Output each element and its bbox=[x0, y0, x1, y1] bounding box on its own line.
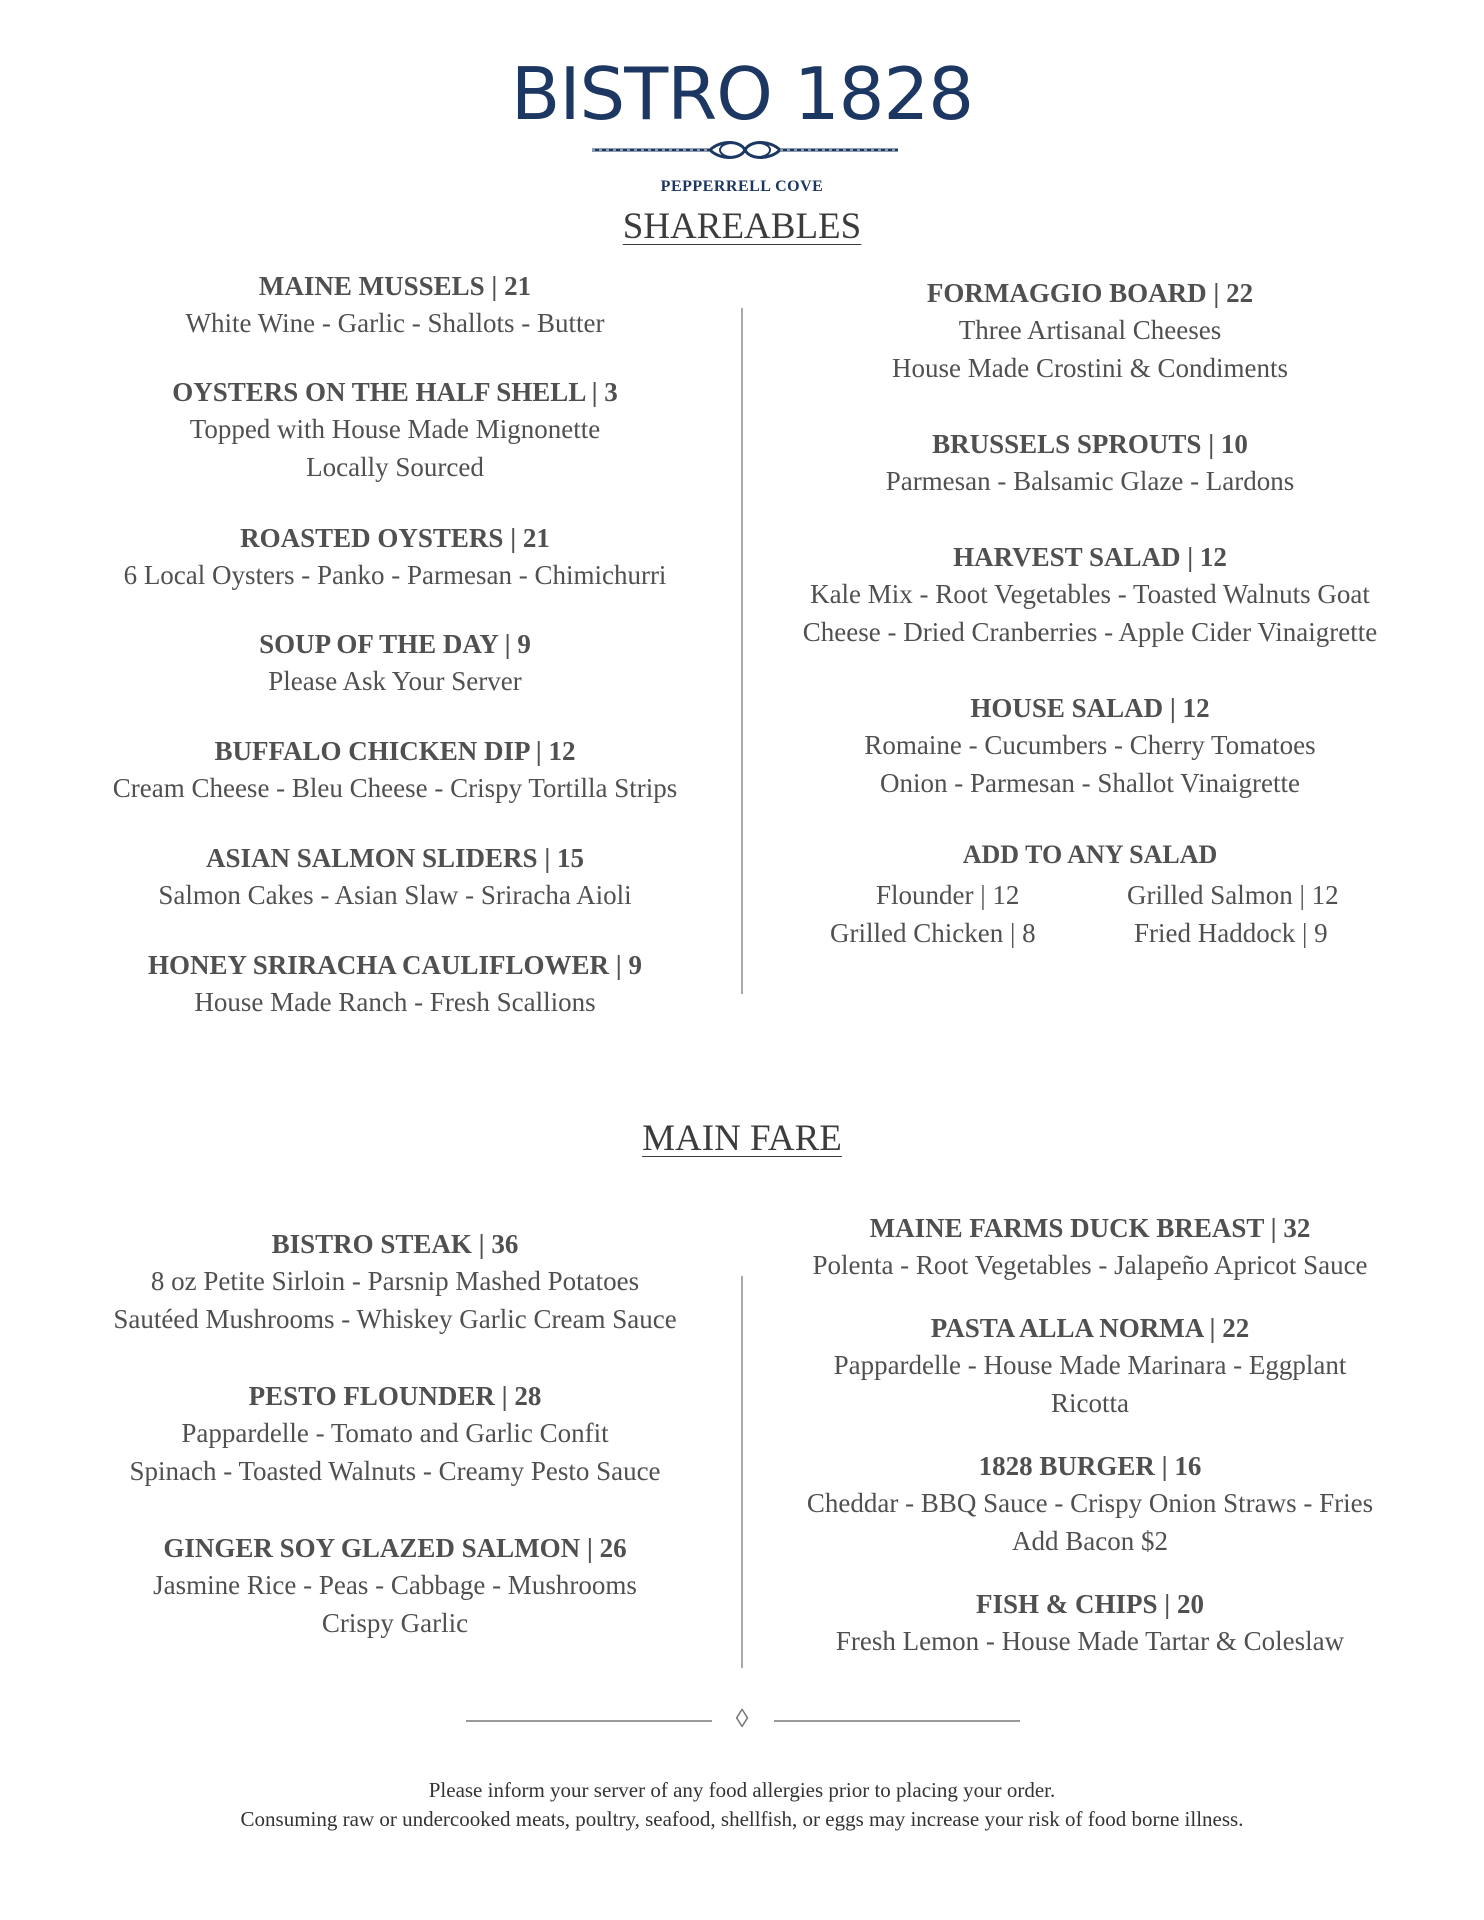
menu-item-description: Spinach - Toasted Walnuts - Creamy Pesto Sauce bbox=[129, 1456, 661, 1486]
menu-item bbox=[770, 1210, 1410, 1284]
menu-item bbox=[80, 268, 710, 342]
menu-item-name: MAINE FARMS DUCK BREAST | 32 bbox=[869, 1213, 1311, 1243]
addon-fried-haddock: Fried Haddock | 9 bbox=[1134, 918, 1328, 948]
menu-item-description: Pappardelle - House Made Marinara - Eggplant bbox=[833, 1350, 1347, 1380]
menu-item-description: Pappardelle - Tomato and Garlic Confit bbox=[181, 1418, 609, 1448]
menu-item-description: Please Ask Your Server bbox=[268, 666, 522, 696]
menu-item-description: Sautéed Mushrooms - Whiskey Garlic Cream Sauce bbox=[113, 1304, 677, 1334]
menu-item bbox=[80, 520, 710, 594]
menu-item bbox=[80, 1530, 710, 1642]
raw-food-warning: Consuming raw or undercooked meats, poultry, seafood, shellfish, or eggs may increase your risk of food borne illness. bbox=[240, 1807, 1244, 1831]
menu-item-description: Fresh Lemon - House Made Tartar & Coleslaw bbox=[835, 1626, 1345, 1656]
menu-item-description: Polenta - Root Vegetables - Jalapeño Apricot Sauce bbox=[812, 1250, 1368, 1280]
rope-knot-icon bbox=[590, 138, 900, 162]
menu-item-description: House Made Ranch - Fresh Scallions bbox=[194, 987, 596, 1017]
menu-item-description: Cheddar - BBQ Sauce - Crispy Onion Straws - Fries bbox=[806, 1488, 1374, 1518]
menu-item-description: Parmesan - Balsamic Glaze - Lardons bbox=[885, 466, 1295, 496]
menu-item-description: Cream Cheese - Bleu Cheese - Crispy Tortilla Strips bbox=[112, 773, 678, 803]
menu-item-name: FISH & CHIPS | 20 bbox=[976, 1589, 1204, 1619]
menu-item-description: Ricotta bbox=[1051, 1388, 1129, 1418]
menu-item-name: HOUSE SALAD | 12 bbox=[970, 693, 1210, 723]
menu-item bbox=[80, 947, 710, 1021]
menu-item bbox=[770, 275, 1410, 387]
menu-item bbox=[80, 626, 710, 700]
menu-item bbox=[80, 1378, 710, 1490]
menu-item-description: Cheese - Dried Cranberries - Apple Cider Vinaigrette bbox=[802, 617, 1378, 647]
menu-item-name: PASTA ALLA NORMA | 22 bbox=[930, 1313, 1250, 1343]
menu-item-description: 8 oz Petite Sirloin - Parsnip Mashed Potatoes bbox=[150, 1266, 640, 1296]
diamond-ornament-icon: ◊ bbox=[735, 1704, 749, 1733]
restaurant-logo-subtitle: PEPPERRELL COVE bbox=[660, 178, 824, 195]
menu-item-name: BRUSSELS SPROUTS | 10 bbox=[932, 429, 1248, 459]
menu-item-description: Topped with House Made Mignonette bbox=[189, 414, 601, 444]
menu-item bbox=[770, 1448, 1410, 1560]
menu-item-name: SOUP OF THE DAY | 9 bbox=[259, 629, 531, 659]
menu-item-name: BISTRO STEAK | 36 bbox=[271, 1229, 519, 1259]
menu-item-description: 6 Local Oysters - Panko - Parmesan - Chimichurri bbox=[123, 560, 667, 590]
shareables-heading: SHAREABLES bbox=[622, 206, 862, 247]
menu-item-name: HONEY SRIRACHA CAULIFLOWER | 9 bbox=[147, 950, 642, 980]
menu-item-name: 1828 BURGER | 16 bbox=[978, 1451, 1202, 1481]
shareables-divider bbox=[741, 308, 743, 994]
menu-item-description: Salmon Cakes - Asian Slaw - Sriracha Aioli bbox=[158, 880, 632, 910]
addon-heading: ADD TO ANY SALAD bbox=[962, 840, 1218, 869]
menu-item-name: BUFFALO CHICKEN DIP | 12 bbox=[214, 736, 576, 766]
menu-item-description: Romaine - Cucumbers - Cherry Tomatoes bbox=[864, 730, 1316, 760]
addon-grilled-salmon: Grilled Salmon | 12 bbox=[1127, 880, 1339, 910]
main-fare-divider bbox=[741, 1276, 743, 1668]
menu-item-name: ROASTED OYSTERS | 21 bbox=[240, 523, 550, 553]
menu-item-name: PESTO FLOUNDER | 28 bbox=[248, 1381, 542, 1411]
menu-item bbox=[770, 1586, 1410, 1660]
menu-item-name: OYSTERS ON THE HALF SHELL | 3 bbox=[172, 377, 618, 407]
menu-item-description: White Wine - Garlic - Shallots - Butter bbox=[185, 308, 605, 338]
footer-rule-right bbox=[774, 1720, 1020, 1722]
menu-item bbox=[770, 426, 1410, 500]
menu-item-name: FORMAGGIO BOARD | 22 bbox=[926, 278, 1254, 308]
menu-item-description: Locally Sourced bbox=[306, 452, 484, 482]
menu-item-description: Three Artisanal Cheeses bbox=[958, 315, 1222, 345]
menu-item-name: GINGER SOY GLAZED SALMON | 26 bbox=[163, 1533, 627, 1563]
menu-item-description: Onion - Parmesan - Shallot Vinaigrette bbox=[879, 768, 1301, 798]
menu-item bbox=[770, 690, 1410, 802]
menu-item bbox=[770, 539, 1410, 651]
menu-item-description: Kale Mix - Root Vegetables - Toasted Walnuts Goat bbox=[810, 579, 1370, 609]
menu-item-name: MAINE MUSSELS | 21 bbox=[258, 271, 532, 301]
menu-item bbox=[80, 1226, 710, 1338]
menu-item-description: Jasmine Rice - Peas - Cabbage - Mushrooms bbox=[153, 1570, 637, 1600]
footer-rule-left bbox=[466, 1720, 712, 1722]
menu-item bbox=[80, 840, 710, 914]
menu-item bbox=[80, 374, 710, 486]
allergy-notice: Please inform your server of any food allergies prior to placing your order. bbox=[428, 1778, 1056, 1802]
menu-item-name: HARVEST SALAD | 12 bbox=[953, 542, 1227, 572]
addon-flounder: Flounder | 12 bbox=[876, 880, 1020, 910]
menu-item bbox=[80, 733, 710, 807]
main-fare-heading: MAIN FARE bbox=[642, 1118, 842, 1159]
restaurant-logo-title: BISTRO 1828 bbox=[510, 52, 974, 136]
menu-item-description: Crispy Garlic bbox=[321, 1608, 469, 1638]
menu-item-name: ASIAN SALMON SLIDERS | 15 bbox=[205, 843, 585, 873]
menu-item-description: House Made Crostini & Condiments bbox=[892, 353, 1288, 383]
menu-item-description: Add Bacon $2 bbox=[1012, 1526, 1168, 1556]
menu-item bbox=[770, 1310, 1410, 1422]
addon-grilled-chicken: Grilled Chicken | 8 bbox=[830, 918, 1036, 948]
